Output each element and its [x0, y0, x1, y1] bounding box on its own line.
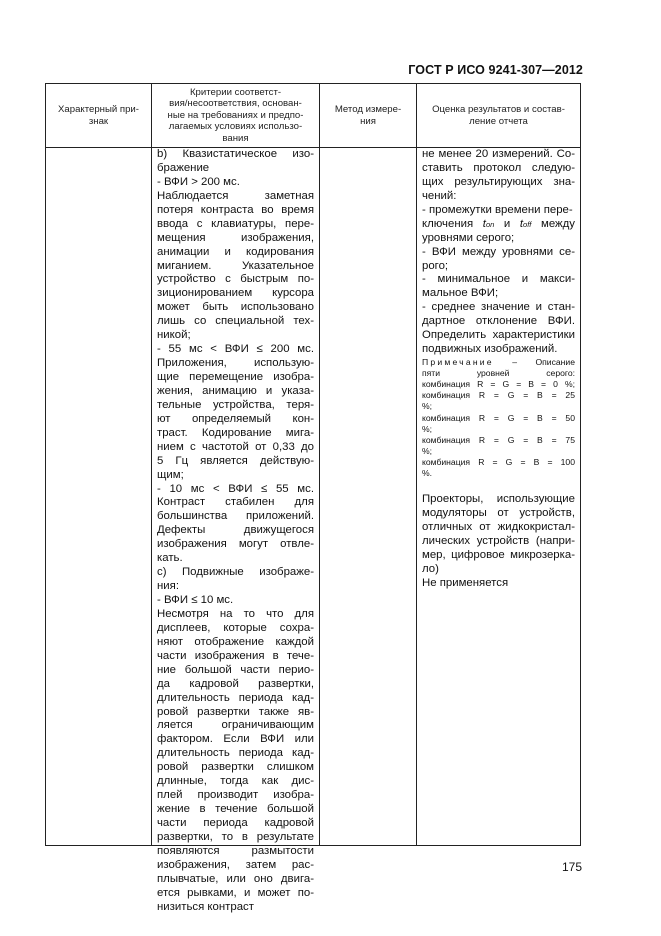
text-line: траст. Кодирование мига-	[157, 426, 314, 439]
text-fragment: t	[519, 217, 524, 230]
text-line: длительность периода кад-	[157, 747, 314, 760]
text-line: жение в течение большой	[157, 803, 314, 816]
text-line: - ВФИ ≤ 10 мс.	[157, 594, 234, 606]
header-line: ные на требованиях и предпо-	[167, 109, 304, 121]
text-line: мальное ВФИ;	[422, 287, 499, 300]
text-line: лишь со специальной тех-	[157, 315, 314, 328]
text-line: комбинация R = G = B = 0 %;	[422, 379, 575, 390]
header-line: Характерный при-	[58, 103, 139, 115]
text-fragment: off	[523, 219, 532, 229]
text-line: да кадровой развертки,	[157, 677, 314, 690]
text-fragment: on	[485, 219, 495, 229]
text-fragment: между	[541, 217, 575, 230]
text-line: Приложения, использую-	[157, 357, 314, 370]
text-line: развертки, то в результате	[157, 830, 314, 843]
text-line: пяти уровней серого:	[422, 368, 575, 379]
text-line: длинные, тогда как дис-	[157, 775, 314, 788]
page-number: 175	[561, 860, 582, 874]
text-line: плей производит изобра-	[157, 789, 314, 802]
text-line: Несмотря на то что для	[157, 607, 314, 620]
text-line: комбинация R = G = B = 25	[422, 390, 575, 401]
text-line: няют отображение каждой	[157, 635, 314, 648]
text-line: устройство с быстрым по-	[157, 273, 314, 286]
text-line: изображения могут отвле-	[157, 538, 314, 551]
text-line: части изображения в тече-	[157, 649, 314, 662]
text-line: ровой развертки также яв-	[157, 705, 314, 718]
header-cell-method	[320, 84, 416, 147]
note-heading-line	[422, 357, 575, 368]
text-line: кать.	[157, 552, 183, 565]
text-line: модуляторы от устройств,	[422, 506, 575, 519]
text-line: плывчатые, или оно двига-	[157, 872, 314, 885]
header-line: Критерии соответст-	[189, 86, 282, 98]
header-line: вания	[222, 132, 249, 144]
text-line: зиционированием курсора	[157, 287, 314, 300]
text-line: %.	[422, 468, 433, 478]
text-line: жения, анимацию и указа-	[157, 384, 314, 397]
evaluation-cell	[422, 148, 575, 591]
t-on-symbol	[483, 218, 495, 230]
text-line: отличных от жидкокристал-	[422, 520, 575, 533]
text-line: может быть использовано	[157, 301, 314, 314]
text-line: анимации и кодирования	[157, 245, 314, 258]
spacer-line	[422, 479, 575, 493]
header-cell-feature	[46, 84, 151, 147]
text-line: ставить протокол следую-	[422, 161, 575, 174]
text-line: Контраст стабилен для	[157, 496, 314, 509]
text-line: лических устройств (напри-	[422, 534, 575, 547]
document-header-title: ГОСТ Р ИСО 9241-307—2012	[408, 63, 583, 77]
switch-times-line	[422, 218, 575, 232]
text-line: не менее 20 измерений. Со-	[422, 148, 575, 160]
text-line: Наблюдается заметная	[157, 189, 314, 202]
text-line: - ВФИ между уровнями се-	[422, 245, 575, 258]
text-line: большинства приложений.	[157, 510, 314, 523]
text-line: комбинация R = G = B = 75	[422, 434, 575, 445]
text-line: комбинация R = G = B = 50	[422, 412, 575, 423]
text-line: Дефекты движущегося	[157, 524, 314, 537]
text-line: - промежутки времени пере-	[422, 203, 573, 216]
t-off-symbol	[520, 218, 532, 230]
text-line: ляется ограничивающим	[157, 719, 314, 732]
header-line: вия/несоответствия, основан-	[169, 98, 302, 110]
text-line: щие перемещение изобра-	[157, 371, 314, 383]
header-line: Метод измере-	[334, 103, 402, 115]
text-line: %;	[422, 401, 433, 412]
text-line: Не применяется	[422, 576, 509, 589]
text-line: потеря контраста во время	[157, 203, 314, 216]
text-line: - среднее значение и стан-	[422, 301, 575, 314]
header-line: Оценка результатов и состав-	[432, 103, 565, 115]
column-divider	[319, 84, 320, 845]
text-line: уровнями серого;	[422, 231, 515, 244]
header-cell-evaluation	[417, 84, 580, 147]
note-label: Примечание	[422, 357, 494, 368]
header-line: ление отчета	[469, 115, 528, 127]
text-line: мещения изображения,	[157, 231, 314, 244]
text-line: комбинация R = G = B = 100	[422, 456, 575, 467]
text-line: миганием. Указательное	[157, 259, 314, 272]
column-divider	[416, 84, 417, 845]
text-line: ло)	[422, 562, 439, 575]
text-line: подвижных изображений.	[422, 343, 558, 356]
text-line: чений:	[422, 189, 457, 202]
text-line: части периода кадровой	[157, 817, 314, 829]
header-line: знак	[88, 115, 109, 127]
text-line: - 55 мс < ВФИ ≤ 200 мс.	[157, 343, 314, 356]
header-line: ния	[360, 115, 376, 127]
text-line: фактором. Если ВФИ или	[157, 733, 314, 746]
text-line: - 10 мс < ВФИ ≤ 55 мс.	[157, 482, 314, 495]
criteria-cell	[157, 148, 314, 915]
text-line: - ВФИ > 200 мс.	[157, 175, 240, 188]
text-line: никой;	[157, 329, 191, 342]
text-line: %;	[422, 445, 433, 456]
text-fragment: t	[482, 217, 486, 230]
text-line: с) Подвижные изображе-	[157, 566, 314, 579]
text-line: %;	[422, 423, 433, 434]
text-line: b) Квазистатическое изо-	[157, 148, 314, 160]
text-line: низиться контраст	[157, 900, 254, 913]
header-line: лагаемых условиях использо-	[168, 121, 303, 133]
text-line: дартное отклонение ВФИ.	[422, 315, 575, 328]
text-line: тельные устройства, теря-	[157, 398, 314, 411]
text-line: ровой развертки слишком	[157, 761, 314, 774]
text-line: щих результирующих зна-	[422, 175, 575, 188]
column-divider	[151, 84, 152, 845]
text-line: длительность периода кад-	[157, 691, 314, 704]
text-fragment: – Описание	[512, 357, 575, 368]
text-line: - минимальное и макси-	[422, 273, 575, 286]
text-line: нием с частотой от 0,33 до	[157, 440, 314, 453]
text-line: Проекторы, использующие	[422, 493, 575, 506]
text-line: изображения, затем рас-	[157, 858, 314, 871]
text-line: мер, цифровое микрозерка-	[422, 548, 575, 561]
text-line: Определить характеристики	[422, 329, 575, 342]
text-line: 5 Гц является действую-	[157, 454, 314, 467]
text-fragment: и	[503, 217, 511, 230]
text-line: щим;	[157, 468, 184, 481]
text-line: дисплеев, которые сохра-	[157, 621, 314, 634]
text-fragment: ключения	[422, 217, 474, 230]
text-line: ется рывками, и может по-	[157, 886, 314, 899]
header-cell-criteria	[152, 84, 319, 147]
text-line: ния:	[157, 580, 179, 593]
text-line: ввода с клавиатуры, пере-	[157, 217, 314, 230]
text-line: появляются размытости	[157, 844, 314, 857]
text-line: рого;	[422, 259, 449, 272]
text-line: ют определяемый кон-	[157, 412, 314, 425]
text-line: ние большой части перио-	[157, 663, 314, 676]
text-line: бражение	[157, 161, 210, 174]
